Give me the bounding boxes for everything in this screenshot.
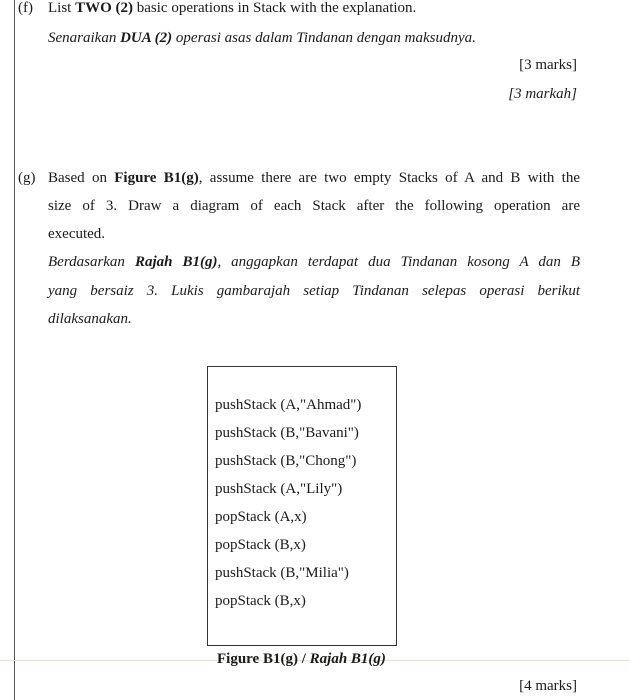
question-g-text-en-line1: Based on Figure B1(g), assume there are two empty Stacks of A and B with the	[48, 170, 580, 186]
operation-line: pushStack (B,"Bavani")	[215, 425, 359, 441]
question-g-marks-en: [4 marks]	[519, 678, 577, 694]
operation-line: pushStack (A,"Lily")	[215, 481, 343, 497]
question-g-text-ms-line2: yang bersaiz 3. Lukis gambarajah setiap Tindanan selepas operasi berikut	[48, 283, 580, 299]
operation-line: popStack (B,x)	[215, 593, 306, 609]
question-f-text-en: List TWO (2) basic operations in Stack with the explanation.	[48, 0, 417, 16]
question-f-marks-en: [3 marks]	[519, 57, 577, 73]
left-margin-rule	[14, 0, 15, 700]
question-g-text-en-line3: executed.	[48, 226, 106, 242]
question-g-text-ms-line3: dilaksanakan.	[48, 311, 132, 327]
operation-line: popStack (A,x)	[215, 509, 307, 525]
operation-line: pushStack (A,"Ahmad")	[215, 397, 362, 413]
question-g-text-ms-line1: Berdasarkan Rajah B1(g), anggapkan terdapat dua Tindanan kosong A dan B	[48, 254, 580, 270]
operation-line: pushStack (B,"Milia")	[215, 565, 349, 581]
question-f-text-ms: Senaraikan DUA (2) operasi asas dalam Tindanan dengan maksudnya.	[48, 30, 476, 46]
operation-line: popStack (B,x)	[215, 537, 306, 553]
question-f-label: (f)	[18, 0, 33, 16]
operation-line: pushStack (B,"Chong")	[215, 453, 357, 469]
figure-caption: Figure B1(g) / Rajah B1(g)	[217, 651, 386, 667]
question-f-marks-ms: [3 markah]	[508, 86, 577, 102]
figure-b1g-box	[207, 366, 397, 646]
question-g-label: (g)	[18, 170, 36, 186]
question-g-text-en-line2: size of 3. Draw a diagram of each Stack after the following operation are	[48, 198, 580, 214]
